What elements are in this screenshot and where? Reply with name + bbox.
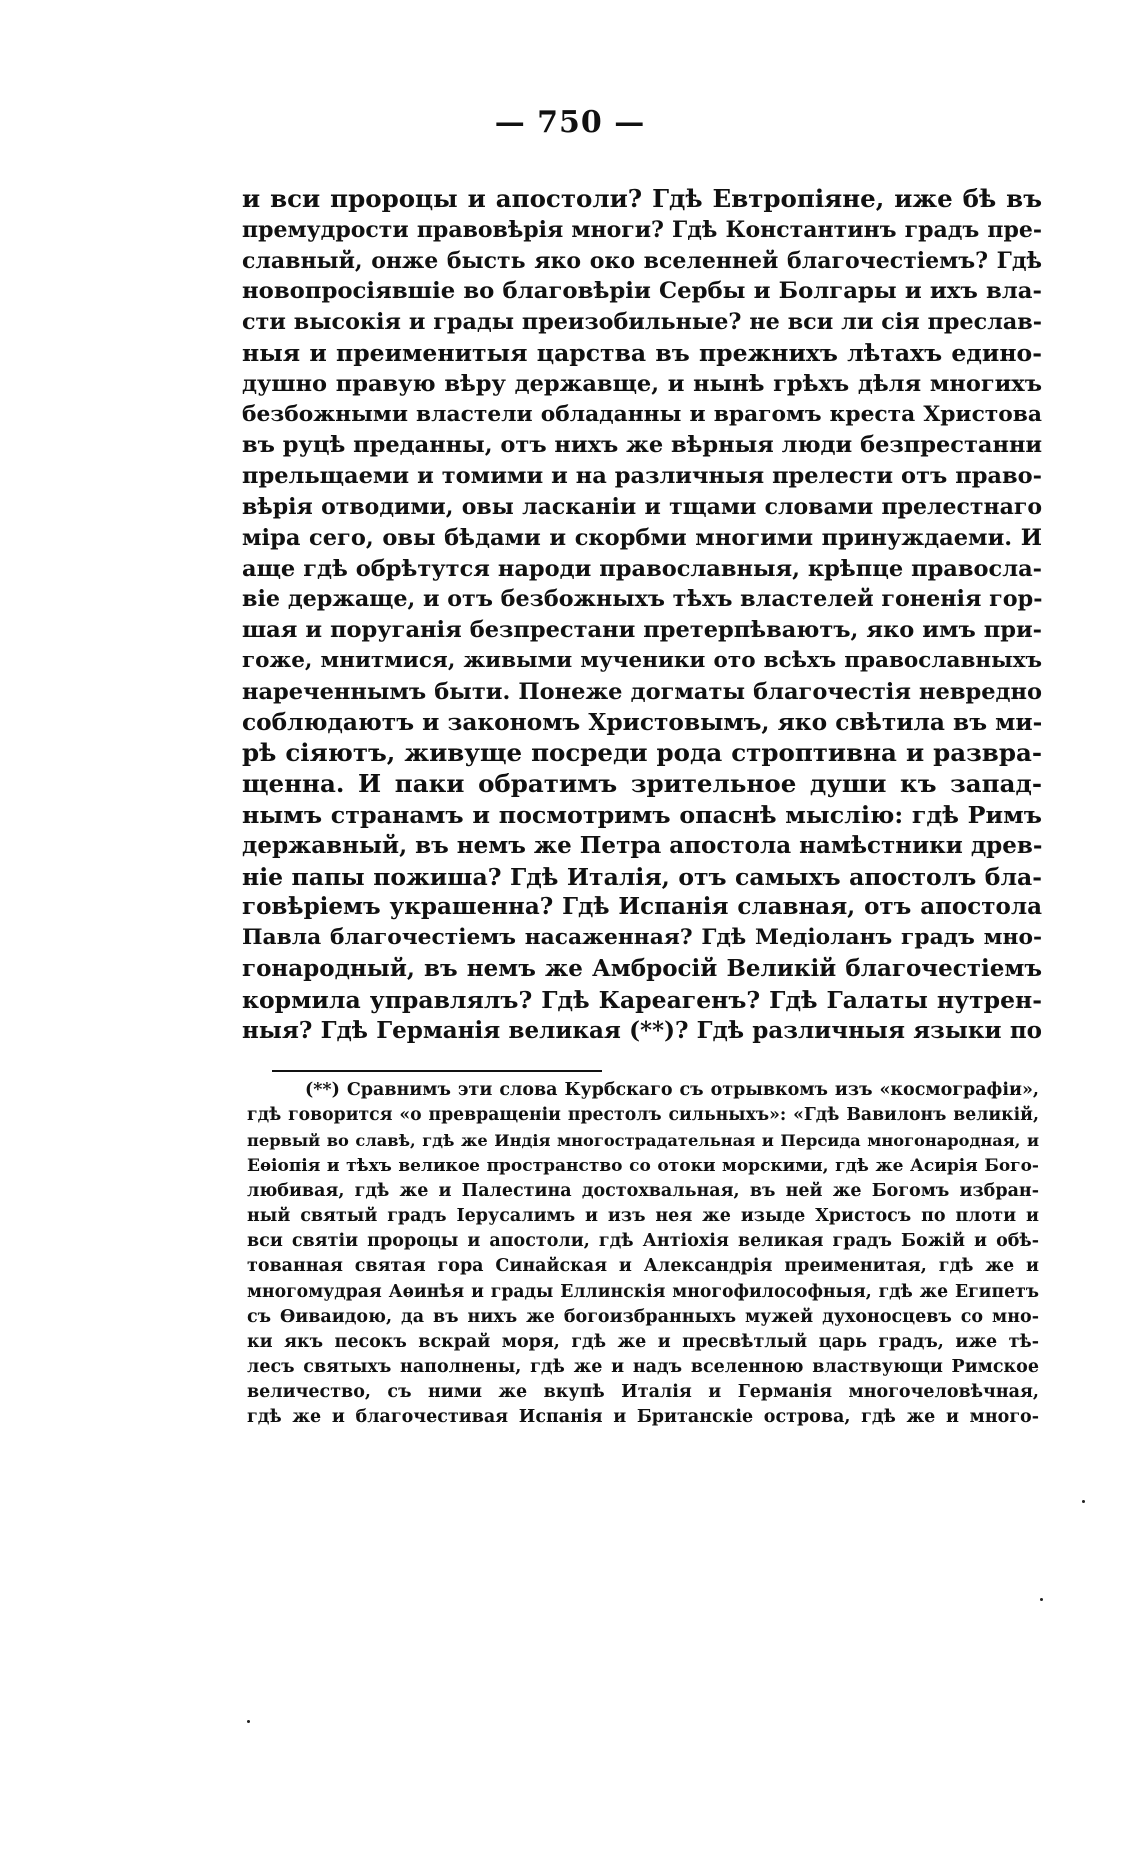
scan-speck: [1040, 1598, 1043, 1601]
footnote-line: съ Ѳиваидою, да въ нихъ же богоизбранныхъ мужей духоносцевъ со мно-: [247, 1306, 1039, 1327]
text-line: сти высокія и грады преизобильные? не вси ли сія преслав-: [242, 309, 1042, 336]
text-line: Павла благочестіемъ насаженная? Гдѣ Медіоланъ градъ мно-: [242, 925, 1042, 951]
footnote-line: (**) Сравнимъ эти слова Курбскаго съ отрывкомъ изъ «космографіи»,: [305, 1080, 1039, 1100]
footnote-block: [247, 1078, 1039, 1431]
text-line: премудрости правовѣрія многи? Гдѣ Константинъ градъ пре-: [242, 216, 1042, 243]
text-line: безбожными властели обладанны и врагомъ креста Христова: [242, 401, 1042, 427]
text-line: міра сего, овы бѣдами и скорбми многими принуждаеми. И: [242, 524, 1042, 551]
text-line: гоже, мнитмися, живыми мученики ото всѣхъ православныхъ: [242, 647, 1042, 673]
main-text-block: [242, 184, 1042, 1046]
footnote-line: величество, съ ними же вкупѣ Италія и Германія многочеловѣчная,: [247, 1382, 1039, 1403]
text-line: гонародный, въ немъ же Амбросій Великій благочестіемъ: [242, 954, 1042, 982]
footnote-line: первый во славѣ, гдѣ же Индія многострадательная и Персида многонародная, и: [247, 1131, 1039, 1151]
text-line: рѣ сіяютъ, живуще посреди рода строптивна и развра-: [242, 738, 1042, 768]
footnote-line: любивая, гдѣ же и Палестина достохвальная, въ ней же Богомъ избран-: [247, 1180, 1039, 1201]
text-line: говѣріемъ украшенна? Гдѣ Испанія славная, отъ апостола: [242, 893, 1042, 921]
text-line: соблюдаютъ и закономъ Христовымъ, яко свѣтила въ ми-: [242, 708, 1043, 736]
footnote-line: ки якъ песокъ вскрай моря, гдѣ же и пресвѣтлый царь градъ, иже тѣ-: [247, 1331, 1039, 1352]
text-line: нымъ странамъ и посмотримъ опаснѣ мыслію: гдѣ Римъ: [242, 800, 1042, 829]
text-line: въ руцѣ преданны, отъ нихъ же вѣрныя люди безпрестанни: [242, 432, 1043, 459]
text-line: щенна. И паки обратимъ зрительное души къ запад-: [242, 769, 1042, 799]
text-line: и вси пророцы и апостоли? Гдѣ Евтропіяне, иже бѣ въ: [242, 184, 1042, 213]
footnote-line: ный святый градъ Іерусалимъ и изъ нея же изыде Христосъ по плоти и: [247, 1205, 1039, 1226]
text-line: нареченнымъ быти. Понеже догматы благочестія невредно: [242, 678, 1042, 705]
text-line: душно правую вѣру державще, и нынѣ грѣхъ дѣля многихъ: [242, 370, 1042, 397]
text-line: шая и поруганія безпрестани претерпѣваютъ, яко имъ при-: [242, 617, 1042, 644]
footnote-line: гдѣ говорится «о превращеніи престолъ сильныхъ»: «Гдѣ Вавилонъ великій,: [247, 1105, 1039, 1126]
text-line: ныя? Гдѣ Германія великая (**)? Гдѣ различныя языки по: [242, 1016, 1042, 1044]
text-line: славный, онже бысть яко око вселенней благочестіемъ? Гдѣ: [242, 247, 1042, 274]
text-line: ніе папы пожиша? Гдѣ Италія, отъ самыхъ апостолъ бла-: [242, 862, 1042, 891]
scan-speck: [1082, 1500, 1085, 1503]
footnote-line: лесъ святыхъ наполнены, гдѣ же и надъ вселенною властвующи Римское: [247, 1357, 1039, 1378]
footnote-line: многомудрая Аѳинѣя и грады Еллинскія многофилософныя, гдѣ же Египетъ: [247, 1281, 1039, 1302]
text-line: віе держаще, и отъ безбожныхъ тѣхъ властелей гоненія гор-: [242, 586, 1043, 613]
text-line: ныя и преименитыя царства въ прежнихъ лѣтахъ едино-: [242, 338, 1042, 367]
text-line: прельщаеми и томими и на различныя прелести отъ право-: [242, 463, 1042, 490]
text-line: новопросіявшіе во благовѣріи Сербы и Болгары и ихъ вла-: [242, 278, 1042, 305]
text-line: аще гдѣ обрѣтутся народи православныя, крѣпце правосла-: [242, 555, 1042, 582]
scan-speck: [247, 1720, 250, 1723]
text-line: вѣрія отводими, овы ласканіи и тщами словами прелестнаго: [242, 493, 1042, 520]
footnote-line: гдѣ же и благочестивая Испанія и Британскіе острова, гдѣ же и много-: [247, 1407, 1039, 1428]
footnote-divider: [272, 1070, 602, 1072]
page-number: — 750 —: [494, 105, 646, 140]
text-line: кормила управлялъ? Гдѣ Кареагенъ? Гдѣ Галаты нутрен-: [242, 985, 1042, 1014]
footnote-line: Еѳіопія и тѣхъ великое пространство со отоки морскими, гдѣ же Асирія Бого-: [247, 1155, 1039, 1176]
footnote-line: тованная святая гора Синайская и Александрія преименитая, гдѣ же и: [247, 1256, 1039, 1277]
footnote-line: вси святіи пророцы и апостоли, гдѣ Антіохія великая градъ Божій и обѣ-: [247, 1231, 1039, 1252]
text-line: державный, въ немъ же Петра апостола намѣстники древ-: [242, 831, 1043, 859]
